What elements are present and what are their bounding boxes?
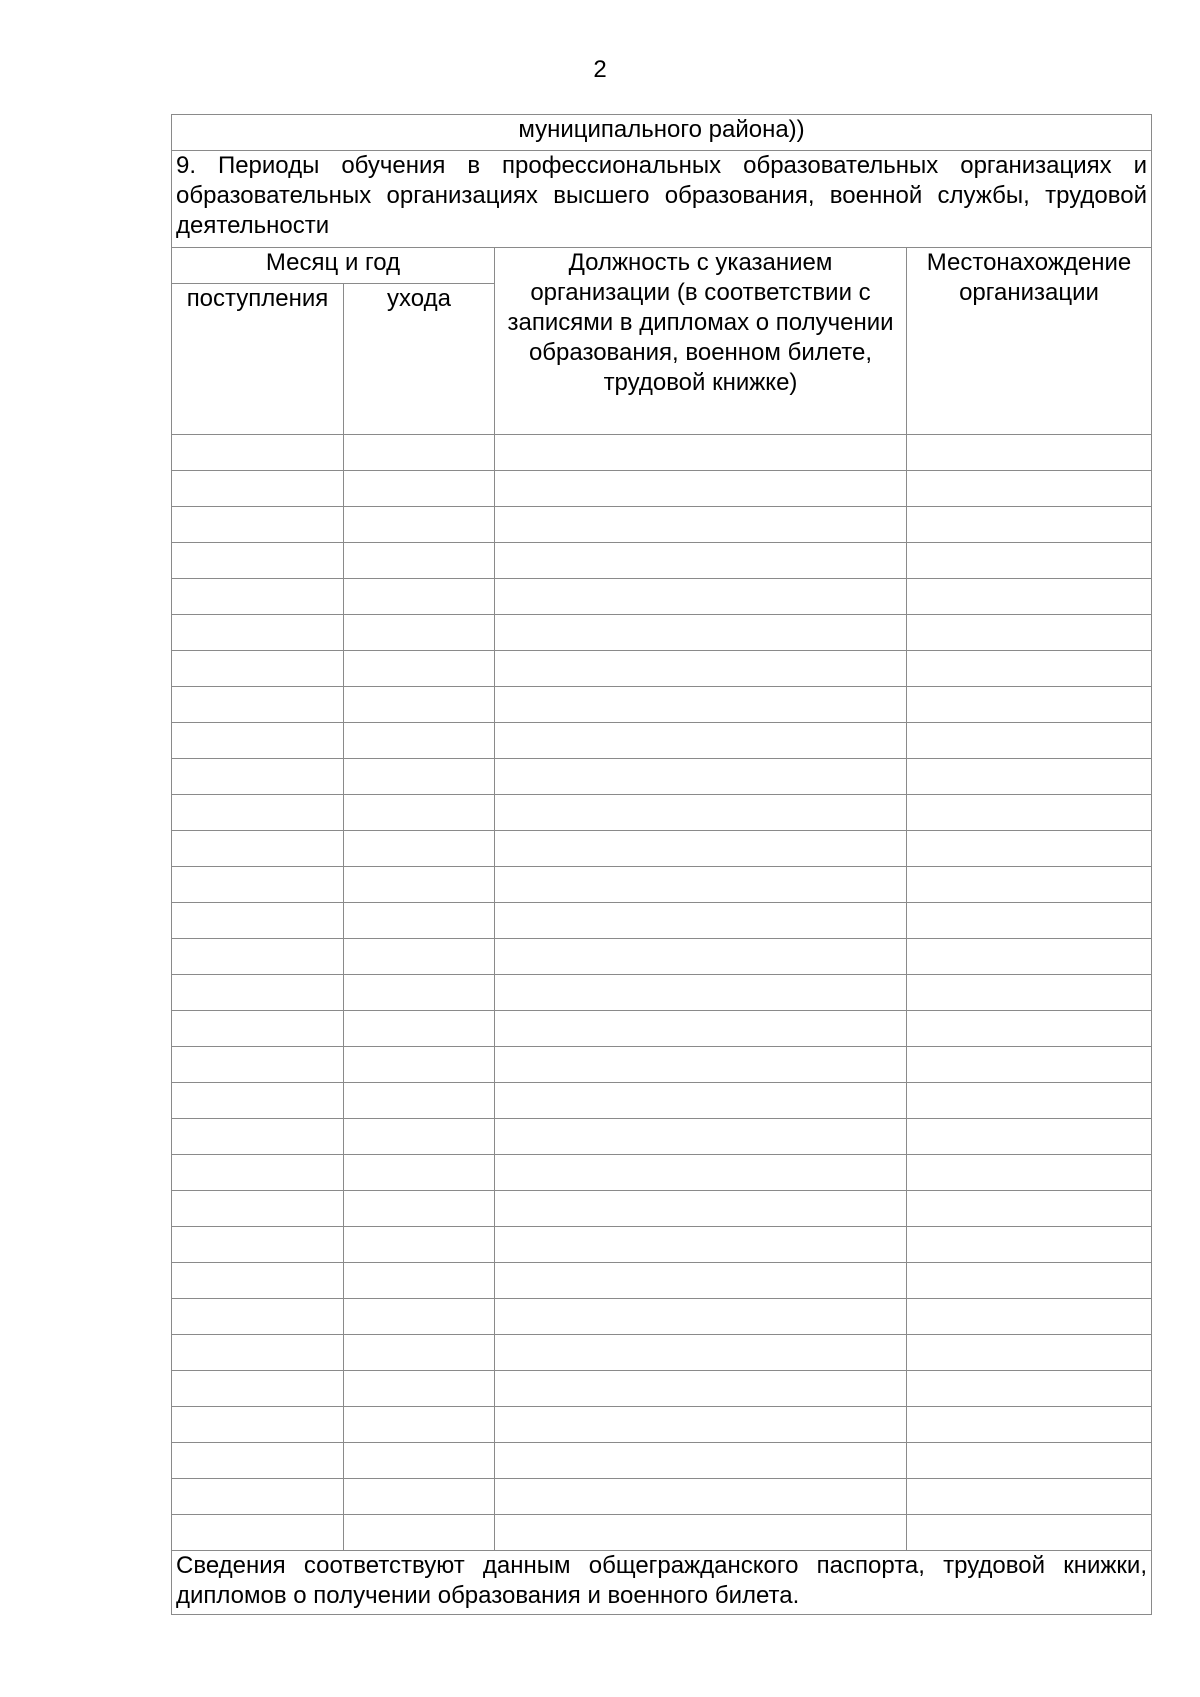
entry-date-cell[interactable]: [172, 831, 344, 867]
table-row: [172, 939, 1152, 975]
table-row: [172, 1479, 1152, 1515]
leaving-date-cell[interactable]: [344, 759, 495, 795]
entry-date-cell[interactable]: [172, 615, 344, 651]
header-row-1: [172, 248, 1152, 284]
entry-date-cell[interactable]: [172, 1011, 344, 1047]
position-cell[interactable]: [495, 1371, 907, 1407]
table-row: [172, 1515, 1152, 1551]
entry-date-cell[interactable]: [172, 579, 344, 615]
location-cell[interactable]: [907, 1227, 1152, 1263]
leaving-date-cell[interactable]: [344, 1155, 495, 1191]
leaving-date-cell[interactable]: [344, 579, 495, 615]
table-row: [172, 1011, 1152, 1047]
position-cell[interactable]: [495, 435, 907, 471]
entry-date-cell[interactable]: [172, 1299, 344, 1335]
position-cell[interactable]: [495, 1407, 907, 1443]
position-cell[interactable]: [495, 903, 907, 939]
table-row: [172, 795, 1152, 831]
entry-date-cell[interactable]: [172, 1371, 344, 1407]
position-cell[interactable]: [495, 651, 907, 687]
entry-date-cell[interactable]: [172, 507, 344, 543]
location-cell[interactable]: [907, 1191, 1152, 1227]
leaving-date-cell[interactable]: [344, 795, 495, 831]
table-row: [172, 507, 1152, 543]
entry-date-cell[interactable]: [172, 795, 344, 831]
position-cell[interactable]: [495, 867, 907, 903]
location-cell[interactable]: [907, 1011, 1152, 1047]
location-cell[interactable]: [907, 615, 1152, 651]
location-cell[interactable]: [907, 1479, 1152, 1515]
entry-date-cell[interactable]: [172, 903, 344, 939]
location-cell[interactable]: [907, 723, 1152, 759]
table-row: [172, 903, 1152, 939]
table-row: [172, 1191, 1152, 1227]
leaving-date-cell[interactable]: [344, 1443, 495, 1479]
table-row: [172, 1155, 1152, 1191]
entry-date-cell[interactable]: [172, 1335, 344, 1371]
position-cell[interactable]: [495, 795, 907, 831]
leaving-date-cell[interactable]: [344, 471, 495, 507]
location-cell[interactable]: [907, 1263, 1152, 1299]
entry-date-cell[interactable]: [172, 867, 344, 903]
table-row: [172, 435, 1152, 471]
table-row: [172, 759, 1152, 795]
location-cell[interactable]: [907, 651, 1152, 687]
location-header: Местонахождение организации: [907, 248, 1152, 435]
leaving-date-cell[interactable]: [344, 507, 495, 543]
table-row: [172, 1335, 1152, 1371]
table-row: [172, 543, 1152, 579]
entry-date-cell[interactable]: [172, 1479, 344, 1515]
leaving-date-cell[interactable]: [344, 1479, 495, 1515]
entry-date-cell[interactable]: [172, 723, 344, 759]
entry-date-cell[interactable]: [172, 1263, 344, 1299]
location-cell[interactable]: [907, 903, 1152, 939]
location-cell[interactable]: [907, 1515, 1152, 1551]
leaving-date-cell[interactable]: [344, 831, 495, 867]
position-cell[interactable]: [495, 1299, 907, 1335]
position-cell[interactable]: [495, 1191, 907, 1227]
location-cell[interactable]: [907, 939, 1152, 975]
table-row: [172, 615, 1152, 651]
location-cell[interactable]: [907, 759, 1152, 795]
table-row: [172, 1047, 1152, 1083]
position-cell[interactable]: [495, 1155, 907, 1191]
location-cell[interactable]: [907, 507, 1152, 543]
position-cell[interactable]: [495, 1335, 907, 1371]
footer-note: Сведения соответствуют данным общегражданского паспорта, трудовой книжки, дипломов о получении образования и военного билета.: [172, 1551, 1152, 1615]
position-cell[interactable]: [495, 975, 907, 1011]
employment-history-table: [171, 114, 1152, 1615]
table-row: [172, 1407, 1152, 1443]
position-cell[interactable]: [495, 1011, 907, 1047]
location-cell[interactable]: [907, 1443, 1152, 1479]
table-row: [172, 1263, 1152, 1299]
entry-date-cell[interactable]: [172, 939, 344, 975]
location-cell[interactable]: [907, 435, 1152, 471]
leaving-date-cell[interactable]: [344, 867, 495, 903]
table-row: [172, 1227, 1152, 1263]
position-cell[interactable]: [495, 615, 907, 651]
section-title-row: [172, 151, 1152, 248]
position-cell[interactable]: [495, 507, 907, 543]
table-row: [172, 1371, 1152, 1407]
position-cell[interactable]: [495, 759, 907, 795]
leaving-date-cell[interactable]: [344, 723, 495, 759]
location-cell[interactable]: [907, 1407, 1152, 1443]
position-cell[interactable]: [495, 1515, 907, 1551]
leaving-date-cell[interactable]: [344, 543, 495, 579]
location-cell[interactable]: [907, 687, 1152, 723]
location-cell[interactable]: [907, 975, 1152, 1011]
leaving-date-cell[interactable]: [344, 651, 495, 687]
entry-date-cell[interactable]: [172, 1191, 344, 1227]
leaving-date-cell[interactable]: [344, 939, 495, 975]
location-cell[interactable]: [907, 1335, 1152, 1371]
entry-date-cell[interactable]: [172, 1515, 344, 1551]
section-title: 9. Периоды обучения в профессиональных образовательных организациях и образовательных организациях высшего образования, военной службы, трудовой деятельности: [172, 151, 1152, 248]
entry-date-cell[interactable]: [172, 975, 344, 1011]
position-cell[interactable]: [495, 579, 907, 615]
table-row: [172, 471, 1152, 507]
position-cell[interactable]: [495, 543, 907, 579]
entry-date-cell[interactable]: [172, 1443, 344, 1479]
leaving-date-cell[interactable]: [344, 1191, 495, 1227]
position-cell[interactable]: [495, 1443, 907, 1479]
leaving-date-cell[interactable]: [344, 1515, 495, 1551]
location-cell[interactable]: [907, 1155, 1152, 1191]
entry-date-cell[interactable]: [172, 1119, 344, 1155]
location-cell[interactable]: [907, 471, 1152, 507]
table-row: [172, 1299, 1152, 1335]
leaving-date-cell[interactable]: [344, 1263, 495, 1299]
table-row: [172, 1443, 1152, 1479]
leaving-date-cell[interactable]: [344, 1335, 495, 1371]
position-cell[interactable]: [495, 1119, 907, 1155]
leaving-date-cell[interactable]: [344, 903, 495, 939]
position-header: Должность с указанием организации (в соответствии с записями в дипломах о получении образования, военном билете, трудовой книжке): [495, 248, 907, 435]
leaving-date-cell[interactable]: [344, 1227, 495, 1263]
table-row: [172, 723, 1152, 759]
table-row: [172, 579, 1152, 615]
leaving-date-cell[interactable]: [344, 1047, 495, 1083]
leaving-date-cell[interactable]: [344, 1083, 495, 1119]
table-row: [172, 651, 1152, 687]
location-cell[interactable]: [907, 579, 1152, 615]
entry-date-cell[interactable]: [172, 651, 344, 687]
entry-date-cell[interactable]: [172, 1083, 344, 1119]
month-year-header: Месяц и год: [172, 248, 495, 284]
position-cell[interactable]: [495, 1227, 907, 1263]
entry-date-cell[interactable]: [172, 1227, 344, 1263]
position-cell[interactable]: [495, 471, 907, 507]
location-cell[interactable]: [907, 1299, 1152, 1335]
leaving-date-cell[interactable]: [344, 687, 495, 723]
position-cell[interactable]: [495, 939, 907, 975]
position-cell[interactable]: [495, 1047, 907, 1083]
location-cell[interactable]: [907, 1371, 1152, 1407]
location-cell[interactable]: [907, 1083, 1152, 1119]
leaving-date-cell[interactable]: [344, 1011, 495, 1047]
table-row: [172, 975, 1152, 1011]
location-cell[interactable]: [907, 1047, 1152, 1083]
table-row: [172, 1083, 1152, 1119]
entry-date-cell[interactable]: [172, 687, 344, 723]
table-row: [172, 831, 1152, 867]
location-cell[interactable]: [907, 867, 1152, 903]
leaving-date-cell[interactable]: [344, 975, 495, 1011]
position-cell[interactable]: [495, 723, 907, 759]
entry-date-cell[interactable]: [172, 1407, 344, 1443]
entry-date-cell[interactable]: [172, 759, 344, 795]
location-cell[interactable]: [907, 795, 1152, 831]
position-cell[interactable]: [495, 831, 907, 867]
entry-date-cell[interactable]: [172, 471, 344, 507]
leaving-date-cell[interactable]: [344, 1407, 495, 1443]
leaving-date-cell[interactable]: [344, 615, 495, 651]
entry-date-cell[interactable]: [172, 1047, 344, 1083]
position-cell[interactable]: [495, 1479, 907, 1515]
table-row: [172, 1119, 1152, 1155]
leaving-date-cell[interactable]: [344, 1299, 495, 1335]
location-cell[interactable]: [907, 543, 1152, 579]
continuation-row: [172, 115, 1152, 151]
location-cell[interactable]: [907, 831, 1152, 867]
entry-date-cell[interactable]: [172, 543, 344, 579]
entry-date-cell[interactable]: [172, 435, 344, 471]
entry-header: поступления: [172, 284, 344, 435]
leaving-date-cell[interactable]: [344, 1119, 495, 1155]
leaving-header: ухода: [344, 284, 495, 435]
position-cell[interactable]: [495, 687, 907, 723]
leaving-date-cell[interactable]: [344, 1371, 495, 1407]
footer-row: [172, 1551, 1152, 1615]
leaving-date-cell[interactable]: [344, 435, 495, 471]
continuation-text: муниципального района)): [172, 115, 1152, 151]
table-row: [172, 687, 1152, 723]
table-row: [172, 867, 1152, 903]
position-cell[interactable]: [495, 1263, 907, 1299]
entry-date-cell[interactable]: [172, 1155, 344, 1191]
location-cell[interactable]: [907, 1119, 1152, 1155]
position-cell[interactable]: [495, 1083, 907, 1119]
page-number: 2: [593, 56, 607, 83]
